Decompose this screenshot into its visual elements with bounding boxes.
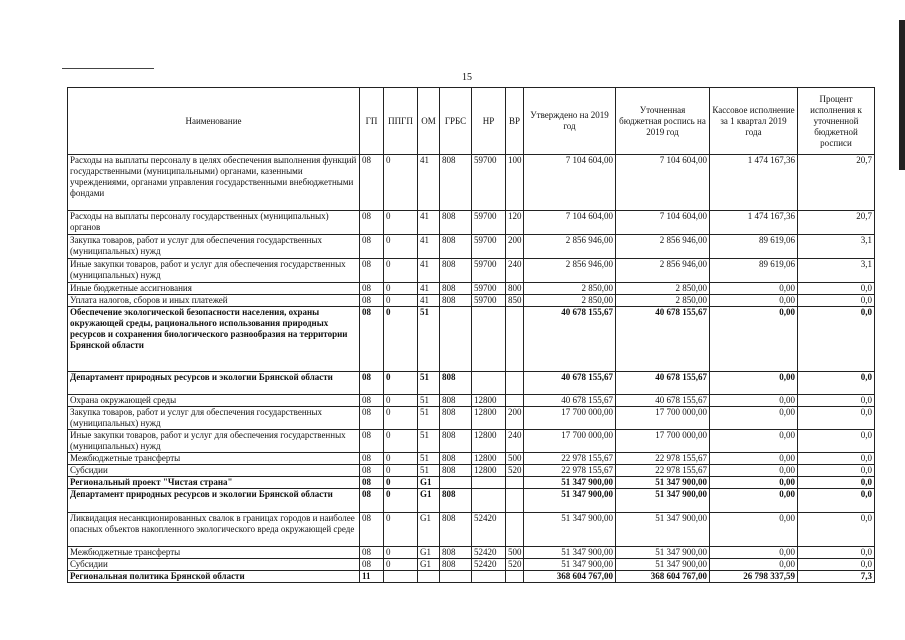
cell-np: 12800 (472, 465, 506, 477)
cell-approved: 40 678 155,67 (524, 307, 616, 372)
page-number: 15 (462, 72, 472, 83)
cell-vr: 850 (506, 295, 524, 307)
cell-ppgp: 0 (384, 559, 418, 571)
cell-vr (506, 372, 524, 395)
cell-approved: 2 856 946,00 (524, 259, 616, 283)
cell-np (472, 477, 506, 489)
cell-percent: 0,0 (798, 547, 875, 559)
cell-om: 41 (418, 295, 440, 307)
col-header-om: ОМ (418, 88, 440, 155)
table-row (68, 259, 875, 283)
cell-np: 52420 (472, 547, 506, 559)
cell-grbs: 808 (440, 395, 472, 407)
cell-om: G1 (418, 477, 440, 489)
cell-ppgp: 0 (384, 372, 418, 395)
cell-vr (506, 513, 524, 547)
cell-name: Охрана окружающей среды (68, 395, 360, 407)
cell-approved: 51 347 900,00 (524, 547, 616, 559)
cell-om: 41 (418, 283, 440, 295)
cell-approved: 17 700 000,00 (524, 430, 616, 453)
cell-grbs: 808 (440, 547, 472, 559)
cell-name: Закупка товаров, работ и услуг для обеспечения государственных (муниципальных) нужд (68, 407, 360, 430)
cell-vr: 520 (506, 465, 524, 477)
col-header-percent: Процент исполнения к уточненной бюджетной росписи (798, 88, 875, 155)
cell-cash: 0,00 (710, 547, 798, 559)
cell-percent: 0,0 (798, 513, 875, 547)
scan-edge-bar (899, 20, 905, 170)
cell-refined: 40 678 155,67 (616, 307, 710, 372)
cell-cash: 0,00 (710, 395, 798, 407)
col-header-cash: Кассовое исполнение за 1 квартал 2019 года (710, 88, 798, 155)
table-row (68, 477, 875, 489)
cell-cash: 0,00 (710, 513, 798, 547)
cell-np: 59700 (472, 283, 506, 295)
cell-ppgp: 0 (384, 395, 418, 407)
cell-cash: 0,00 (710, 295, 798, 307)
cell-gp: 08 (360, 559, 384, 571)
cell-percent: 0,0 (798, 477, 875, 489)
table-row (68, 407, 875, 430)
cell-vr: 200 (506, 235, 524, 259)
table-row (68, 283, 875, 295)
cell-name: Департамент природных ресурсов и экологии Брянской области (68, 489, 360, 513)
cell-refined: 51 347 900,00 (616, 547, 710, 559)
cell-np: 12800 (472, 453, 506, 465)
cell-cash: 0,00 (710, 283, 798, 295)
cell-np: 59700 (472, 259, 506, 283)
cell-np: 52420 (472, 559, 506, 571)
cell-cash: 0,00 (710, 477, 798, 489)
cell-vr: 120 (506, 211, 524, 235)
cell-name: Обеспечение экологической безопасности населения, охраны окружающей среды, рационального использования природных ресурсов и сохранения биологического разнообразия на территории Брянской области (68, 307, 360, 372)
cell-percent: 0,0 (798, 307, 875, 372)
cell-grbs (440, 477, 472, 489)
cell-approved: 2 856 946,00 (524, 235, 616, 259)
cell-vr: 100 (506, 155, 524, 211)
cell-om (418, 571, 440, 583)
cell-gp: 08 (360, 395, 384, 407)
cell-gp: 08 (360, 453, 384, 465)
cell-vr (506, 307, 524, 372)
cell-np (472, 307, 506, 372)
cell-percent: 20,7 (798, 155, 875, 211)
cell-refined: 17 700 000,00 (616, 407, 710, 430)
cell-np: 59700 (472, 211, 506, 235)
cell-grbs: 808 (440, 513, 472, 547)
cell-ppgp: 0 (384, 307, 418, 372)
table-row (68, 235, 875, 259)
cell-approved: 7 104 604,00 (524, 155, 616, 211)
cell-vr (506, 477, 524, 489)
cell-np (472, 372, 506, 395)
cell-refined: 51 347 900,00 (616, 477, 710, 489)
cell-cash: 0,00 (710, 465, 798, 477)
cell-om: 51 (418, 307, 440, 372)
cell-cash: 0,00 (710, 453, 798, 465)
cell-gp: 08 (360, 235, 384, 259)
cell-percent: 7,3 (798, 571, 875, 583)
table-row (68, 513, 875, 547)
cell-percent: 0,0 (798, 559, 875, 571)
cell-om: G1 (418, 513, 440, 547)
cell-om: G1 (418, 547, 440, 559)
cell-percent: 0,0 (798, 295, 875, 307)
cell-np (472, 489, 506, 513)
cell-grbs (440, 571, 472, 583)
cell-grbs: 808 (440, 155, 472, 211)
cell-om: 41 (418, 155, 440, 211)
cell-om: 51 (418, 465, 440, 477)
cell-cash: 89 619,06 (710, 235, 798, 259)
cell-grbs: 808 (440, 465, 472, 477)
cell-gp: 08 (360, 465, 384, 477)
cell-grbs: 808 (440, 372, 472, 395)
cell-vr (506, 571, 524, 583)
cell-gp: 08 (360, 513, 384, 547)
cell-cash: 89 619,06 (710, 259, 798, 283)
cell-ppgp: 0 (384, 407, 418, 430)
cell-refined: 2 856 946,00 (616, 235, 710, 259)
table-header-row (68, 88, 875, 155)
cell-cash: 0,00 (710, 307, 798, 372)
cell-name: Иные бюджетные ассигнования (68, 283, 360, 295)
cell-gp: 08 (360, 283, 384, 295)
cell-refined: 51 347 900,00 (616, 489, 710, 513)
cell-cash: 1 474 167,36 (710, 155, 798, 211)
cell-ppgp (384, 571, 418, 583)
cell-ppgp: 0 (384, 155, 418, 211)
cell-gp: 08 (360, 307, 384, 372)
budget-table (67, 87, 875, 583)
cell-ppgp: 0 (384, 211, 418, 235)
cell-ppgp: 0 (384, 430, 418, 453)
col-header-gp: ГП (360, 88, 384, 155)
cell-cash: 1 474 167,36 (710, 211, 798, 235)
cell-name: Региональный проект "Чистая страна" (68, 477, 360, 489)
cell-om: 51 (418, 430, 440, 453)
cell-percent: 0,0 (798, 283, 875, 295)
cell-approved: 2 850,00 (524, 295, 616, 307)
cell-name: Межбюджетные трансферты (68, 453, 360, 465)
cell-refined: 17 700 000,00 (616, 430, 710, 453)
cell-np: 12800 (472, 407, 506, 430)
cell-np: 59700 (472, 155, 506, 211)
cell-approved: 17 700 000,00 (524, 407, 616, 430)
cell-om: G1 (418, 489, 440, 513)
cell-cash: 0,00 (710, 489, 798, 513)
cell-om: 51 (418, 395, 440, 407)
cell-gp: 08 (360, 477, 384, 489)
cell-grbs: 808 (440, 235, 472, 259)
cell-vr: 500 (506, 453, 524, 465)
cell-gp: 08 (360, 372, 384, 395)
col-header-refined: Уточненная бюджетная роспись на 2019 год (616, 88, 710, 155)
cell-gp: 08 (360, 155, 384, 211)
cell-gp: 08 (360, 259, 384, 283)
cell-ppgp: 0 (384, 235, 418, 259)
cell-percent: 0,0 (798, 407, 875, 430)
cell-grbs: 808 (440, 489, 472, 513)
cell-vr: 520 (506, 559, 524, 571)
table-row (68, 453, 875, 465)
cell-ppgp: 0 (384, 283, 418, 295)
cell-om: G1 (418, 559, 440, 571)
table-row (68, 395, 875, 407)
cell-name: Закупка товаров, работ и услуг для обеспечения государственных (муниципальных) нужд (68, 235, 360, 259)
cell-approved: 2 850,00 (524, 283, 616, 295)
cell-vr: 500 (506, 547, 524, 559)
cell-np: 12800 (472, 430, 506, 453)
table-row (68, 372, 875, 395)
cell-refined: 2 856 946,00 (616, 259, 710, 283)
table-row (68, 547, 875, 559)
cell-approved: 51 347 900,00 (524, 477, 616, 489)
cell-grbs: 808 (440, 453, 472, 465)
cell-ppgp: 0 (384, 295, 418, 307)
cell-refined: 7 104 604,00 (616, 155, 710, 211)
cell-refined: 51 347 900,00 (616, 559, 710, 571)
cell-name: Ликвидация несанкционированных свалок в границах городов и наиболее опасных объектов накопленного экологического вреда окружающей среде (68, 513, 360, 547)
cell-om: 41 (418, 211, 440, 235)
cell-percent: 3,1 (798, 235, 875, 259)
cell-cash: 0,00 (710, 372, 798, 395)
cell-gp: 08 (360, 489, 384, 513)
cell-name: Иные закупки товаров, работ и услуг для обеспечения государственных (муниципальных) нужд (68, 259, 360, 283)
cell-refined: 2 850,00 (616, 283, 710, 295)
cell-refined: 7 104 604,00 (616, 211, 710, 235)
cell-approved: 22 978 155,67 (524, 465, 616, 477)
cell-name: Субсидии (68, 559, 360, 571)
cell-cash: 26 798 337,59 (710, 571, 798, 583)
cell-grbs: 808 (440, 430, 472, 453)
cell-grbs: 808 (440, 295, 472, 307)
cell-name: Расходы на выплаты персоналу государственных (муниципальных) органов (68, 211, 360, 235)
table-row (68, 489, 875, 513)
cell-refined: 51 347 900,00 (616, 513, 710, 547)
col-header-name: Наименование (68, 88, 360, 155)
cell-percent: 20,7 (798, 211, 875, 235)
cell-refined: 40 678 155,67 (616, 395, 710, 407)
cell-approved: 7 104 604,00 (524, 211, 616, 235)
cell-np: 59700 (472, 235, 506, 259)
cell-vr (506, 395, 524, 407)
cell-ppgp: 0 (384, 259, 418, 283)
cell-percent: 0,0 (798, 465, 875, 477)
cell-ppgp: 0 (384, 465, 418, 477)
cell-refined: 22 978 155,67 (616, 465, 710, 477)
table-row (68, 559, 875, 571)
cell-cash: 0,00 (710, 559, 798, 571)
cell-percent: 0,0 (798, 489, 875, 513)
cell-ppgp: 0 (384, 489, 418, 513)
cell-gp: 11 (360, 571, 384, 583)
cell-refined: 22 978 155,67 (616, 453, 710, 465)
table-row (68, 155, 875, 211)
cell-cash: 0,00 (710, 430, 798, 453)
cell-grbs: 808 (440, 259, 472, 283)
table-body (68, 155, 875, 583)
cell-grbs: 808 (440, 407, 472, 430)
table-row (68, 571, 875, 583)
cell-name: Расходы на выплаты персоналу в целях обеспечения выполнения функций государственными (муниципальными) органами, казенными учреждениями, органами управления государственными внебюджетными фондами (68, 155, 360, 211)
cell-gp: 08 (360, 547, 384, 559)
cell-name: Уплата налогов, сборов и иных платежей (68, 295, 360, 307)
cell-vr (506, 489, 524, 513)
cell-gp: 08 (360, 295, 384, 307)
cell-np (472, 571, 506, 583)
col-header-vr: ВР (506, 88, 524, 155)
cell-gp: 08 (360, 407, 384, 430)
cell-refined: 40 678 155,67 (616, 372, 710, 395)
cell-grbs (440, 307, 472, 372)
cell-name: Субсидии (68, 465, 360, 477)
cell-vr: 200 (506, 407, 524, 430)
cell-np: 59700 (472, 295, 506, 307)
cell-ppgp: 0 (384, 513, 418, 547)
col-header-grbs: ГРБС (440, 88, 472, 155)
cell-gp: 08 (360, 211, 384, 235)
cell-ppgp: 0 (384, 477, 418, 489)
cell-vr: 240 (506, 430, 524, 453)
cell-approved: 51 347 900,00 (524, 489, 616, 513)
cell-percent: 0,0 (798, 395, 875, 407)
header-rule (62, 68, 154, 69)
cell-om: 51 (418, 372, 440, 395)
cell-name: Департамент природных ресурсов и экологии Брянской области (68, 372, 360, 395)
cell-approved: 51 347 900,00 (524, 513, 616, 547)
cell-name: Иные закупки товаров, работ и услуг для обеспечения государственных (муниципальных) нужд (68, 430, 360, 453)
cell-refined: 368 604 767,00 (616, 571, 710, 583)
cell-np: 52420 (472, 513, 506, 547)
cell-approved: 40 678 155,67 (524, 372, 616, 395)
table-row (68, 295, 875, 307)
col-header-ppgp: ППГП (384, 88, 418, 155)
cell-refined: 2 850,00 (616, 295, 710, 307)
cell-approved: 22 978 155,67 (524, 453, 616, 465)
cell-om: 41 (418, 235, 440, 259)
cell-approved: 51 347 900,00 (524, 559, 616, 571)
cell-approved: 368 604 767,00 (524, 571, 616, 583)
cell-percent: 0,0 (798, 372, 875, 395)
cell-om: 51 (418, 407, 440, 430)
table-row (68, 307, 875, 372)
cell-om: 51 (418, 453, 440, 465)
cell-approved: 40 678 155,67 (524, 395, 616, 407)
cell-cash: 0,00 (710, 407, 798, 430)
cell-vr: 240 (506, 259, 524, 283)
col-header-np: НР (472, 88, 506, 155)
table-row (68, 465, 875, 477)
cell-name: Региональная политика Брянской области (68, 571, 360, 583)
cell-ppgp: 0 (384, 453, 418, 465)
cell-gp: 08 (360, 430, 384, 453)
table-row (68, 211, 875, 235)
cell-vr: 800 (506, 283, 524, 295)
cell-grbs: 808 (440, 283, 472, 295)
cell-percent: 0,0 (798, 453, 875, 465)
cell-percent: 0,0 (798, 430, 875, 453)
cell-om: 41 (418, 259, 440, 283)
cell-np: 12800 (472, 395, 506, 407)
cell-grbs: 808 (440, 559, 472, 571)
cell-percent: 3,1 (798, 259, 875, 283)
table-row (68, 430, 875, 453)
cell-grbs: 808 (440, 211, 472, 235)
col-header-approved: Утверждено на 2019 год (524, 88, 616, 155)
cell-ppgp: 0 (384, 547, 418, 559)
cell-name: Межбюджетные трансферты (68, 547, 360, 559)
